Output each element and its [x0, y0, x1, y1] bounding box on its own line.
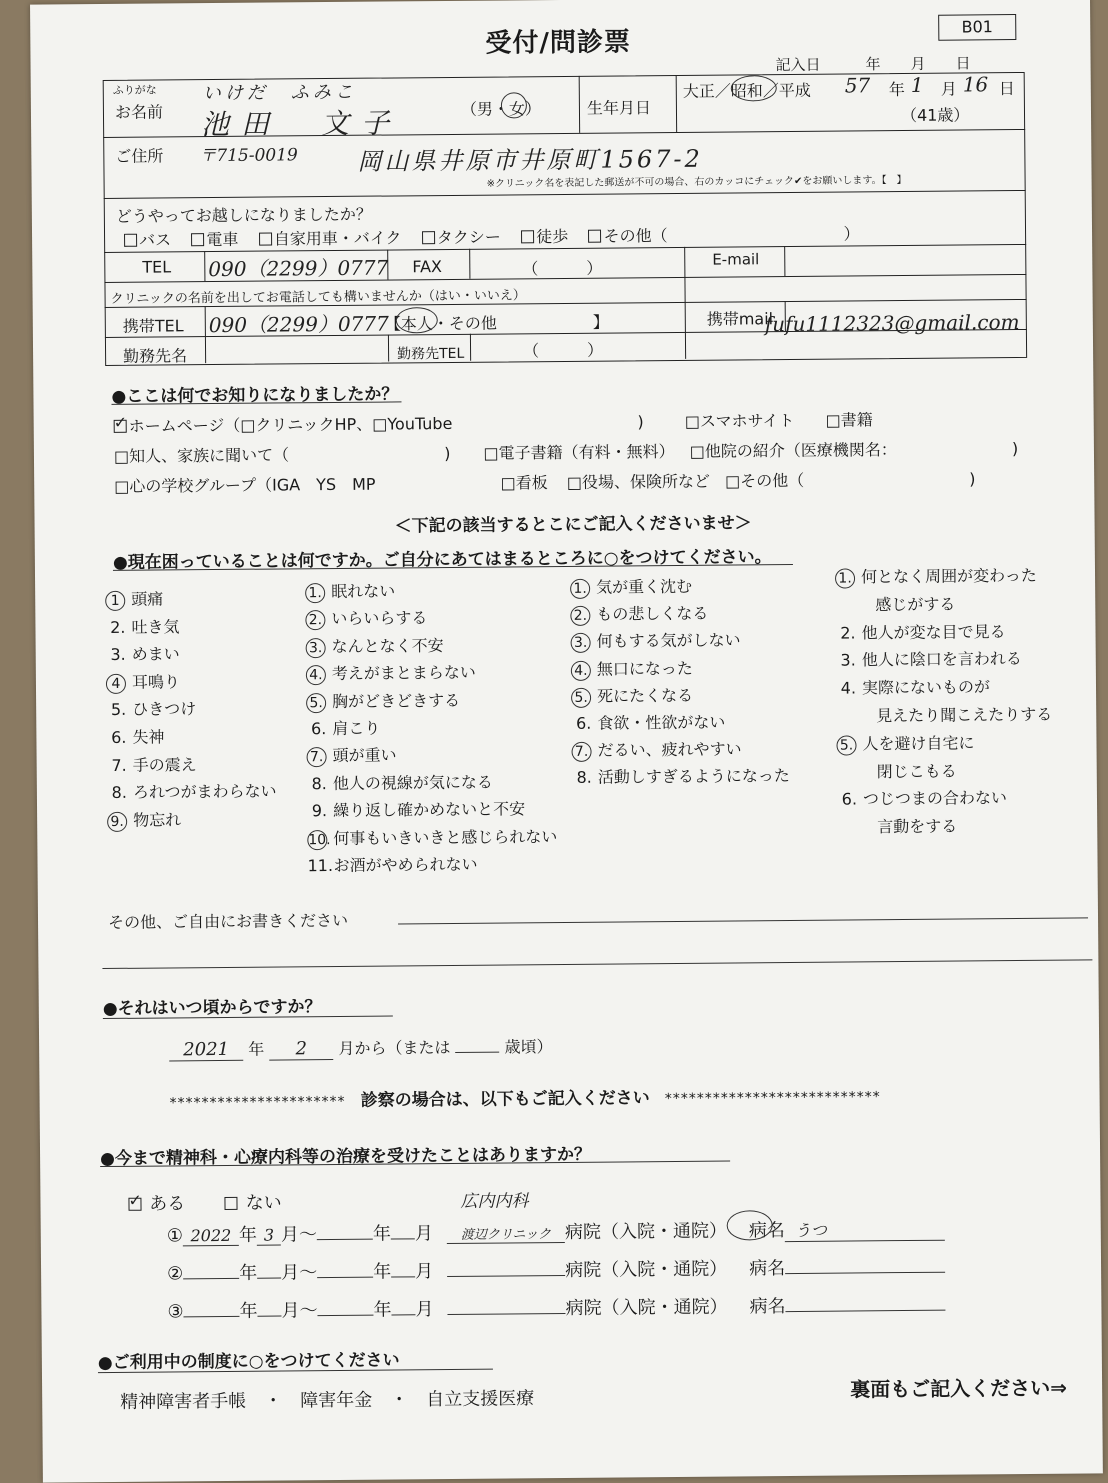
symptom-item[interactable]	[836, 645, 1052, 675]
symptom-number: 8.	[111, 782, 127, 803]
intake-form-sheet	[30, 0, 1103, 1483]
symptom-item[interactable]	[570, 599, 788, 628]
symptom-item[interactable]	[105, 612, 275, 641]
symptom-item[interactable]	[107, 778, 277, 807]
referral-row-3: □心の学校グループ（IGA YS MP □看板 □役場、保険所など □その他（ )	[114, 469, 976, 496]
history-index: ①	[166, 1225, 184, 1247]
symptom-number: 5.	[306, 693, 326, 713]
symptom-item[interactable]	[307, 795, 557, 825]
symptom-number: 3.	[571, 633, 591, 653]
history-row	[167, 1215, 945, 1248]
symptom-item[interactable]	[836, 673, 1052, 703]
birth-day-label: 日	[998, 79, 1015, 99]
history-row	[167, 1291, 945, 1324]
onset-month[interactable]: 2	[269, 1038, 333, 1061]
symptom-text: 食欲・性欲がない	[597, 712, 726, 733]
history-hospital[interactable]	[447, 1275, 565, 1277]
onset-line: 2021 年 2 月から（または 歳頃）	[169, 1034, 553, 1061]
mobile-owner[interactable]: 【本人・その他 】	[384, 312, 609, 334]
form-title: 受付/問診票	[485, 27, 632, 59]
symptom-text: 繰り返し確かめないと不安	[332, 799, 526, 821]
history-row	[167, 1253, 945, 1286]
history-end-month[interactable]	[391, 1276, 415, 1277]
referral-signboard[interactable]: □看板	[500, 473, 548, 493]
history-start-year[interactable]	[183, 1278, 239, 1279]
symptom-number: 9.	[311, 801, 328, 821]
symptoms-col-3	[570, 572, 790, 792]
age-label[interactable]: （41歳）	[900, 105, 970, 126]
symptom-item[interactable]	[306, 658, 556, 688]
gender-female-circle	[501, 92, 527, 118]
month-from-label: 月～	[280, 1224, 317, 1246]
symptom-item[interactable]	[306, 686, 556, 716]
symptom-number: 2.	[305, 610, 325, 630]
address-value[interactable]: 岡山県井原市井原町1567-2	[357, 144, 703, 176]
history-hospital[interactable]: 渡辺クリニック	[447, 1223, 565, 1244]
symptom-text: 胸がどきどきする	[332, 690, 461, 711]
symptom-number: 6.	[311, 719, 327, 739]
symptom-number: 1	[105, 591, 125, 611]
symptom-text: 頭痛	[131, 589, 164, 609]
symptom-number: 6.	[111, 727, 127, 747]
symptom-item[interactable]	[837, 784, 1053, 814]
address-label: ご住所	[115, 146, 164, 166]
era-label[interactable]: 大正／昭和／平成	[682, 80, 811, 101]
symptom-item[interactable]	[836, 729, 1052, 759]
mail-note: ※クリニック名を表記した郵送が不可の場合、右のカッコにチェック✔をお願いします。【 】	[486, 174, 907, 190]
symptom-text-continued: 言動をする	[877, 816, 958, 837]
furigana-label: ふりがな	[112, 83, 157, 97]
referral-question: ●ここは何でお知りになりましたか？	[111, 384, 399, 407]
symptom-number: 7.	[307, 748, 327, 768]
symptom-item[interactable]	[106, 640, 276, 669]
symptom-number: 6.	[575, 713, 592, 733]
back-side-note: 裏面もご記入ください⇒	[850, 1375, 1067, 1402]
month-from-label: 月～	[281, 1300, 318, 1322]
history-disease[interactable]: うつ	[785, 1217, 945, 1242]
symptom-text: 実際にないものが	[861, 677, 991, 698]
history-index: ②	[167, 1263, 184, 1285]
symptoms-col-4	[835, 562, 1053, 842]
symptom-number: 5.	[836, 735, 856, 755]
hospital-label[interactable]: 病院（入院・通院）	[564, 1220, 727, 1244]
month-from-label: 月～	[281, 1262, 318, 1284]
fax-value[interactable]: （ ）	[522, 258, 603, 279]
symptom-item[interactable]	[307, 768, 557, 798]
symptom-item[interactable]	[305, 603, 555, 633]
month-label: 月	[415, 1261, 434, 1283]
transport-train[interactable]: 電車	[191, 230, 238, 249]
disease-label: 病名	[749, 1258, 786, 1280]
onset-question: ●それはいつ頃からですか？	[102, 997, 322, 1020]
history-yes[interactable]: ✓ ある	[128, 1193, 185, 1214]
symptom-number: 3.	[306, 638, 326, 658]
free-text-label: その他、ご自由にお書きください	[107, 910, 349, 932]
history-disease[interactable]	[785, 1272, 945, 1274]
symptom-item[interactable]	[572, 762, 790, 791]
symptom-number: 1.	[835, 568, 855, 588]
referral-other-clinic[interactable]: □他院の紹介（医療機関名：	[689, 440, 897, 461]
symptom-item[interactable]	[305, 576, 555, 606]
symptom-text: 何もする気がしない	[596, 630, 741, 652]
history-start-year[interactable]: 2022	[183, 1226, 239, 1246]
year-label: 年	[239, 1300, 258, 1322]
birth-month[interactable]: 1	[910, 72, 924, 97]
history-yes-no	[128, 1188, 281, 1215]
symptom-item[interactable]	[307, 823, 557, 853]
instruction: ＜下記の該当するとこにご記入くださいませ＞	[394, 513, 752, 537]
call-permission[interactable]: クリニックの名前を出してお電話しても構いませんか（はい・いいえ）	[110, 288, 526, 307]
disease-label: 病名	[748, 1220, 785, 1242]
symptom-text: めまい	[131, 644, 180, 664]
symptom-text: 無口になった	[596, 658, 693, 679]
symptom-number: 7.	[111, 755, 127, 775]
onset-age[interactable]	[456, 1052, 500, 1053]
symptom-number: 5.	[571, 688, 591, 708]
symptom-item[interactable]	[106, 667, 276, 696]
history-end-month[interactable]	[392, 1314, 416, 1315]
symptom-number: 2.	[840, 623, 856, 643]
transport-question: どうやってお越しになりましたか？	[115, 204, 372, 226]
symptom-text: 物忘れ	[133, 810, 182, 830]
referral-ebook[interactable]: □電子書籍（有料・無料）	[483, 442, 675, 463]
referral-school-group[interactable]: □心の学校グループ（IGA YS MP	[114, 474, 376, 496]
referral-row-1: ✓ホームページ（□クリニックHP、□YouTube ) □スマホサイト □書籍	[114, 407, 873, 437]
symptom-text: 他人が変な目で見る	[861, 621, 1006, 642]
symptom-number: 9.	[107, 812, 127, 832]
symptom-number: 3.	[840, 650, 856, 670]
name-value[interactable]: 池田 文子	[200, 106, 402, 142]
referral-office[interactable]: □役場、保険所など	[566, 471, 711, 492]
symptoms-col-2	[305, 576, 558, 880]
history-hospital[interactable]	[448, 1313, 566, 1315]
symptom-text: 何事もいきいきと感じられない	[333, 826, 558, 848]
history-start-month[interactable]: 3	[257, 1225, 281, 1245]
symptom-item[interactable]	[835, 562, 1051, 592]
symptom-text-continued: 感じがする	[875, 594, 956, 615]
transport-bus[interactable]: バス	[124, 230, 171, 249]
symptom-text: お酒がやめられない	[333, 854, 478, 876]
history-index: ③	[167, 1301, 184, 1323]
referral-row-2: □知人、家族に聞いて（ ) □電子書籍（有料・無料） □他院の紹介（医療機関名： )	[113, 439, 1019, 466]
symptom-item[interactable]	[306, 631, 556, 661]
symptom-text: つじつまの合わない	[862, 788, 1008, 809]
symptom-text: 何となく周囲が変わった	[860, 565, 1037, 587]
birth-year[interactable]: 57	[844, 73, 871, 98]
symptom-text: 活動しすぎるようになった	[597, 766, 790, 788]
month-label: 月	[415, 1299, 434, 1321]
year-label: 年	[373, 1261, 392, 1283]
mobile-tel-label: 携帯TEL	[122, 316, 184, 336]
transport-other[interactable]: その他（ ）	[588, 224, 859, 245]
symptom-item[interactable]	[306, 713, 556, 743]
referral-book[interactable]: □書籍	[825, 410, 873, 430]
symptom-number: 8.	[311, 773, 327, 794]
referral-homepage[interactable]: ✓ホームページ（□クリニックHP、□YouTube	[114, 414, 453, 436]
fax-label: FAX	[412, 257, 443, 277]
symptom-item[interactable]	[105, 585, 275, 614]
year-label: 年	[373, 1299, 392, 1321]
symptom-number: 7.	[571, 742, 591, 762]
mobile-tel-value[interactable]: 090（2299）0777	[208, 311, 389, 338]
symptom-number: 2.	[110, 617, 126, 637]
symptom-number: 6.	[841, 789, 858, 809]
symptom-text: だるい、疲れやすい	[597, 739, 742, 760]
free-text-line-2[interactable]	[102, 959, 1092, 969]
symptom-text: ろれつがまわらない	[132, 781, 277, 802]
birth-month-label: 月	[940, 79, 957, 99]
work-tel-value[interactable]: （ ）	[522, 340, 604, 361]
work-tel-label: 勤務先TEL	[397, 345, 465, 363]
systems-options[interactable]: 精神障害者手帳 ・ 障害年金 ・ 自立支援医療	[120, 1388, 535, 1413]
history-end-year[interactable]	[317, 1277, 373, 1278]
referral-acquaintance[interactable]: □知人、家族に聞いて（	[113, 445, 290, 466]
symptom-item[interactable]	[835, 617, 1051, 647]
symptom-text: 死にたくなる	[596, 685, 694, 706]
symptom-number: 11.	[307, 856, 334, 876]
systems-question: ●ご利用中の制度に○をつけてください	[97, 1350, 400, 1374]
email-label: E-mail	[712, 250, 760, 269]
symptom-item[interactable]	[571, 735, 789, 764]
symptom-text: 失神	[132, 727, 165, 747]
symptom-item[interactable]	[570, 572, 788, 601]
symptoms-col-1	[105, 585, 277, 835]
symptom-text: 頭が重い	[332, 745, 397, 766]
symptom-text-continued: 見えたり聞こえたりする	[876, 704, 1053, 726]
history-no[interactable]: ない	[225, 1192, 282, 1213]
symptom-number: 1.	[305, 583, 325, 603]
symptom-text: 他人の視線が気になる	[332, 772, 493, 793]
symptom-text: 考えがまとまらない	[331, 662, 476, 684]
history-end-month[interactable]	[391, 1238, 415, 1239]
symptom-item[interactable]	[306, 740, 556, 770]
symptom-number: 1.	[570, 579, 590, 599]
name-label: お名前	[114, 102, 164, 122]
symptom-item[interactable]	[570, 626, 788, 655]
symptom-text: 眠れない	[331, 581, 396, 602]
year-label: 年	[239, 1262, 258, 1284]
symptom-item[interactable]	[107, 750, 277, 779]
postal-code[interactable]: 〒715-0019	[199, 145, 298, 167]
birth-label: 生年月日	[586, 98, 652, 118]
history-start-month[interactable]	[257, 1277, 281, 1278]
transport-taxi[interactable]: タクシー	[422, 228, 501, 248]
symptom-text: もの悲しくなる	[596, 603, 709, 624]
history-start-month[interactable]	[258, 1315, 282, 1316]
referral-other[interactable]: □その他（	[724, 470, 805, 491]
symptom-item[interactable]	[571, 708, 789, 737]
symptom-number: 4.	[571, 660, 591, 680]
symptom-number: 3.	[110, 645, 126, 665]
birth-year-label: 年	[888, 79, 905, 100]
transport-walk[interactable]: 徒歩	[521, 227, 568, 246]
history-disease[interactable]	[786, 1310, 946, 1312]
entry-date-label: 記入日 年 月 日	[775, 54, 971, 75]
symptom-text: 手の震え	[132, 754, 197, 775]
gender-label[interactable]: （男・女）	[460, 99, 542, 119]
symptom-number: 4	[106, 674, 126, 694]
hospital-label[interactable]: 病院（入院・通院）	[565, 1258, 728, 1282]
tel-value[interactable]: 090（2299）0777	[208, 255, 389, 282]
free-text-line-1[interactable]	[398, 917, 1088, 924]
transport-car[interactable]: 自家用車・バイク	[259, 228, 402, 248]
year-label: 年	[372, 1223, 391, 1245]
exam-banner: ********************** 診察の場合は、以下もご記入ください ***************************	[169, 1088, 881, 1112]
onset-year[interactable]: 2021	[169, 1039, 243, 1062]
symptom-item[interactable]	[106, 722, 276, 751]
history-end-year[interactable]	[318, 1315, 374, 1316]
symptom-text: 吐き気	[131, 616, 180, 637]
symptom-text: 人を避け自宅に	[862, 733, 975, 754]
referral-smartphone[interactable]: □スマホサイト	[684, 410, 795, 431]
mobile-mail-label: 携帯mail	[706, 309, 774, 329]
tel-label: TEL	[142, 257, 172, 277]
birth-day[interactable]: 16	[962, 72, 989, 97]
form-code: B01	[938, 14, 1016, 41]
symptom-text: ひきつけ	[132, 699, 197, 720]
symptom-text: 他人に陰口を言われる	[861, 649, 1022, 670]
symptom-text: 耳鳴り	[131, 672, 181, 692]
history-hospital-top[interactable]: 広内内科	[460, 1191, 529, 1212]
symptom-number: 4.	[840, 678, 857, 698]
symptom-item[interactable]	[107, 805, 277, 834]
symptom-number: 4.	[306, 665, 326, 685]
furigana-value[interactable]: いけだ ふみこ	[202, 81, 357, 105]
work-label: 勤務先名	[123, 346, 188, 366]
symptom-number: 8.	[576, 768, 592, 788]
month-label: 月	[414, 1223, 433, 1245]
symptom-item[interactable]	[307, 850, 557, 880]
history-question: ●今まで精神科・心療内科等の治療を受けたことはありますか？	[100, 1144, 592, 1170]
history-start-year[interactable]	[184, 1316, 240, 1317]
symptom-number: 10.	[307, 830, 327, 850]
symptom-text: 肩こり	[332, 718, 381, 739]
symptom-item[interactable]	[571, 681, 789, 710]
symptom-number: 5.	[110, 700, 127, 720]
hospital-label[interactable]: 病院（入院・通院）	[565, 1296, 728, 1320]
symptom-text: いらいらする	[331, 608, 428, 629]
mobile-mail-value[interactable]: fufu1112323@gmail.com	[764, 310, 1020, 337]
symptom-text: なんとなく不安	[331, 635, 444, 656]
symptom-number: 2.	[570, 606, 590, 626]
symptoms-question: ●現在困っていることは何ですか。ご自分にあてはまるところに○をつけてください。	[112, 547, 772, 573]
symptom-item[interactable]	[571, 654, 789, 683]
disease-label: 病名	[749, 1296, 786, 1318]
symptom-text: 気が重く沈む	[596, 576, 693, 597]
symptom-item[interactable]	[106, 695, 276, 724]
history-end-year[interactable]	[317, 1239, 373, 1240]
symptom-text-continued: 閉じこもる	[876, 761, 957, 781]
year-label: 年	[238, 1224, 257, 1246]
